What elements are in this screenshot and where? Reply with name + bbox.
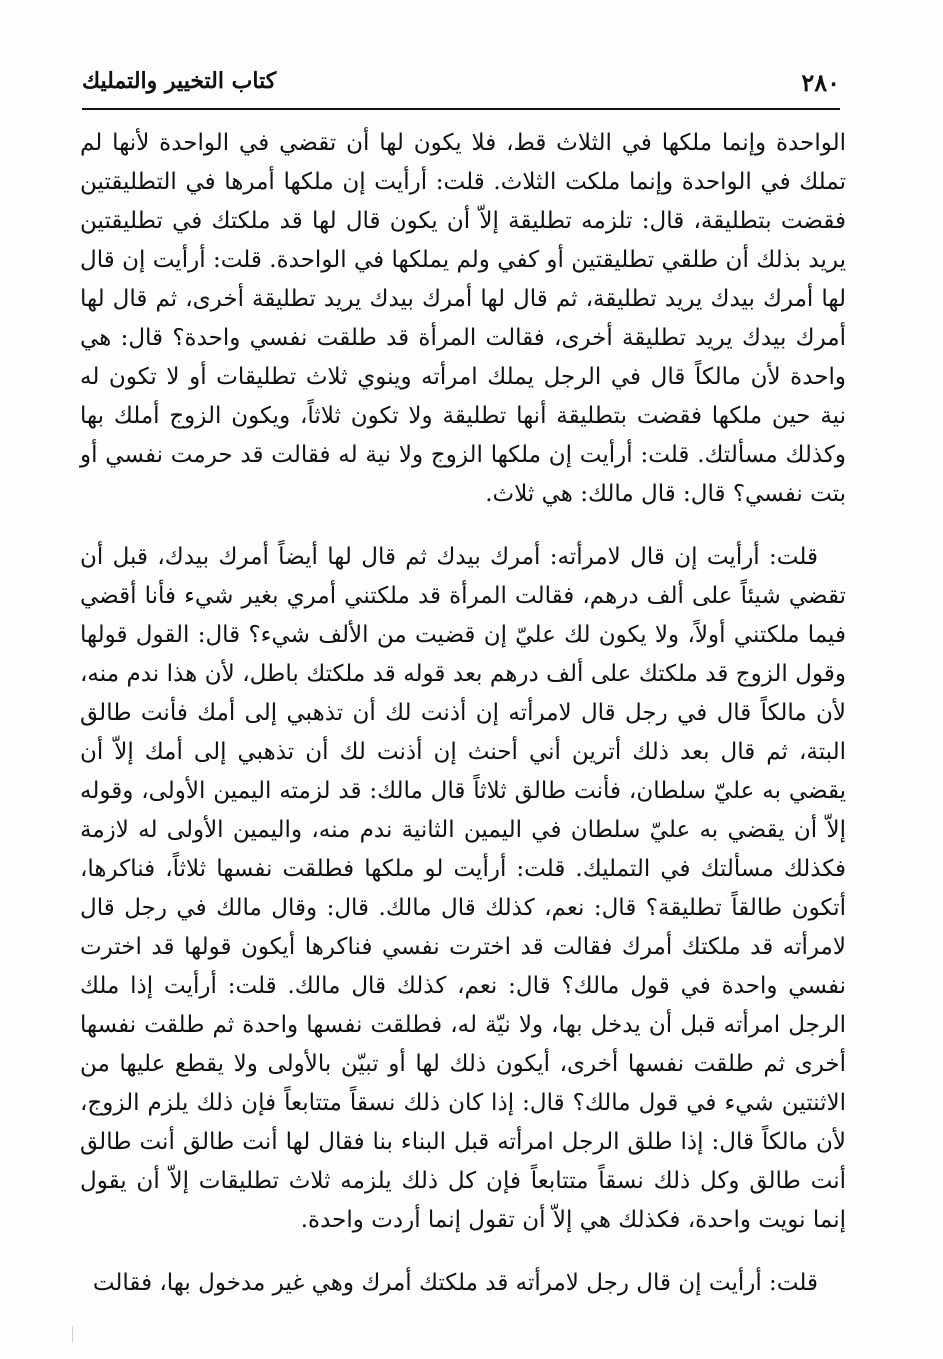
paragraph-3: قلت: أرأيت إن قال رجل لامرأته قد ملكتك أمرك وهي غير مدخول بها، فقالت xyxy=(92,1270,818,1296)
paragraph-1: الواحدة وإنما ملكها في الثلاث قط، فلا يكون لها أن تقضي في الواحدة لأنها لم تملك في الواحدة وإنما ملكت الثلاث. قلت: أرأيت إن ملكها أمرها في التطليقتين فقضت بتطليقة، قال: تلزمه تطليقة إلاّ أن يكون قال لها قد ملكتك في تطليقتين يريد بذلك أن طلقي تطليقتين أو كفي ولم يملكها في الواحدة. قلت: أرأيت إن قال لها أمرك بيدك يريد تطليقة، ثم قال لها أمرك بيدك يريد تطليقة أخرى، ثم قال لها أمرك بيدك يريد تطليقة أخرى، فقالت المرأة قد طلقت نفسي واحدة؟ قال: هي واحدة لأن مالكاً قال في الرجل يملك امرأته وينوي ثلاث تطليقات أو لا تكون له نية حين ملكها فقضت بتطليقة أنها تطليقة ولا تكون ثلاثاً، ويكون الزوج أملك بها وكذلك مسألتك. قلت: أرأيت إن ملكها الزوج ولا نية له فقالت قد حرمت نفسي أو بتت نفسي؟ قال: قال مالك: هي ثلاث. xyxy=(80,130,846,507)
body-text xyxy=(80,124,846,1303)
header-divider xyxy=(82,108,840,110)
page-header xyxy=(82,62,840,108)
paragraph-2: قلت: أرأيت إن قال لامرأته: أمرك بيدك ثم قال لها أيضاً أمرك بيدك، قبل أن تقضي شيئاً على ألف درهم، فقالت المرأة قد ملكتني أمري بغير شيء فأنا أقضي فيما ملكتني أولاً، ولا يكون لك عليّ إن قضيت من الألف شيء؟ قال: القول قولها وقول الزوج قد ملكتك على ألف درهم بعد قوله قد ملكتك باطل، لأن هذا ندم منه، لأن مالكاً قال في رجل قال لامرأته إن أذنت لك أن تذهبي إلى أمك فأنت طالق البتة، ثم قال بعد ذلك أترين أني أحنث إن أذنت لك أن تذهبي إلى أمك إلاّ أن يقضي به عليّ سلطان، فأنت طالق ثلاثاً قال مالك: قد لزمته اليمين الأولى، وقوله إلاّ أن يقضي به عليّ سلطان في اليمين الثانية ندم منه، واليمين الأولى له لازمة فكذلك مسألتك في التمليك. قلت: أرأيت لو ملكها فطلقت نفسها ثلاثاً، فناكرها، أتكون طالقاً تطليقة؟ قال: نعم، كذلك قال مالك. قال: وقال مالك في رجل قال لامرأته قد ملكتك أمرك فقالت قد اخترت نفسي فناكرها أيكون قولها قد اخترت نفسي واحدة في قول مالك؟ قال: نعم، كذلك قال مالك. قلت: أرأيت إذا ملك الرجل امرأته قبل أن يدخل بها، ولا نيّة له، فطلقت نفسها واحدة ثم طلقت نفسها أخرى ثم طلقت نفسها أخرى، أيكون ذلك لها أو تبيّن بالأولى ولا يقطع عليها من الاثنتين شيء في قول مالك؟ قال: إذا كان ذلك نسقاً متتابعاً فإن ذلك يلزم الزوج، لأن مالكاً قال: إذا طلق الرجل امرأته قبل البناء بنا فقال لها أنت طالق أنت طالق أنت طالق وكل ذلك نسقاً متتابعاً فإن كل ذلك يلزمه ثلاث تطليقات إلاّ أن يقول إنما نويت واحدة، فكذلك هي إلاّ أن تقول إنما أردت واحدة. xyxy=(80,544,846,1233)
running-title: كتاب التخيير والتمليك xyxy=(82,68,277,94)
scan-margin-mark xyxy=(72,1326,73,1342)
page-number: ٢٨٠ xyxy=(801,68,840,97)
